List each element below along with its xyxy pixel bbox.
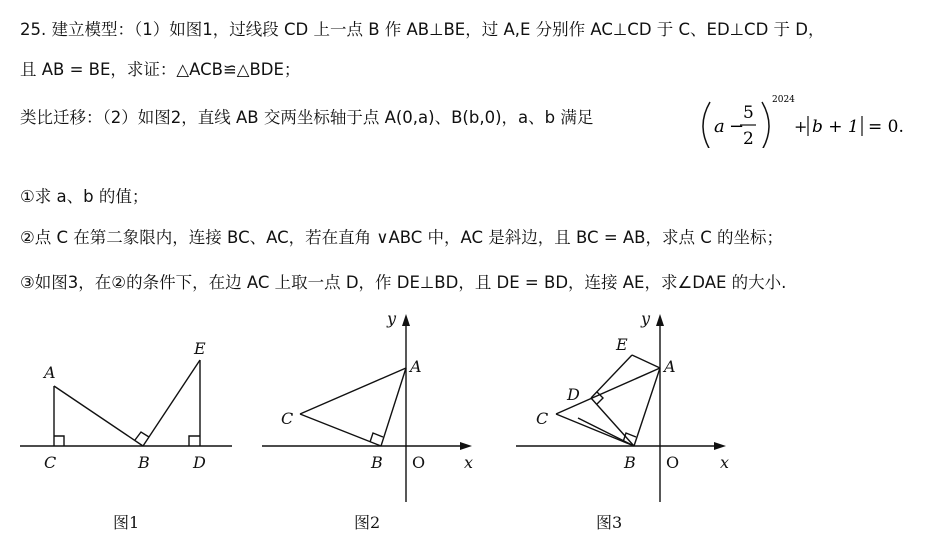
fig3-caption: 图3: [596, 513, 623, 532]
fig1-label-b: B: [138, 453, 150, 472]
fig2-y-arrow: [402, 314, 410, 326]
fig1-right-angle-d: [189, 436, 200, 446]
fig3-y-arrow: [656, 314, 664, 326]
fig2-label-c: C: [281, 409, 294, 428]
fig2-caption: 图2: [354, 513, 381, 532]
eq-a: a: [714, 116, 725, 137]
fig2-label-b: B: [371, 453, 383, 472]
fig2-label-a: A: [410, 357, 422, 376]
fig2-segment-ca: [300, 368, 406, 414]
problem-line-3: 类比迁移：（2）如图2，直线 AB 交两坐标轴于点 A(0,a)、B(b,0)，a、b 满足: [20, 108, 594, 127]
problem-line-2: 且 AB = BE，求证：△ACB≌△BDE；: [20, 60, 301, 79]
problem-line-6: ③如图3，在②的条件下，在边 AC 上取一点 D，作 DE⊥BD，且 DE = BD，连接 AE，求∠DAE 的大小.: [20, 273, 787, 292]
fig3-label-a: A: [664, 357, 676, 376]
eq-denominator: 2: [743, 129, 754, 148]
fig3-segment-cb: [556, 414, 634, 446]
eq-abs-content: b + 1: [812, 117, 859, 137]
fig1-label-a: A: [44, 363, 56, 382]
fig1-label-d: D: [193, 453, 206, 472]
eq-exponent: 2024: [772, 95, 795, 105]
fig3-x-arrow: [714, 442, 726, 450]
fig1-segment-be: [143, 360, 200, 446]
fig3-segment-bd: [591, 398, 634, 446]
fig1-right-angle-b: [135, 432, 149, 440]
fig3-label-y: y: [641, 309, 651, 328]
fig2-x-arrow: [460, 442, 472, 450]
fig3-label-c: C: [536, 409, 549, 428]
fig2-segment-cb: [300, 414, 381, 446]
eq-rhs: = 0.: [868, 117, 904, 137]
left-paren: [703, 102, 710, 148]
fig3-segment-ea: [632, 355, 660, 368]
fig3-label-b: B: [624, 453, 636, 472]
fig2-label-y: y: [387, 309, 397, 328]
fig3-segment-ab: [634, 368, 660, 446]
fig3-label-o: O: [666, 453, 680, 472]
eq-minus: −: [729, 116, 745, 137]
fig1-label-e: E: [194, 339, 206, 358]
eq-plus: +: [794, 117, 808, 136]
fig1-right-angle-c: [54, 436, 64, 446]
fig3-segment-de: [591, 355, 632, 398]
fig2-segment-ab: [381, 368, 406, 446]
problem-line-5: ②点 C 在第二象限内，连接 BC、AC，若在直角 ∨ABC 中，AC 是斜边，且 BC = AB，求点 C 的坐标；: [20, 228, 784, 247]
right-paren: [762, 102, 769, 148]
equation: [20, 88, 946, 148]
fig2-label-o: O: [412, 453, 426, 472]
figures: [0, 300, 946, 555]
fig3-label-x: x: [720, 453, 730, 472]
problem-line-4: ①求 a、b 的值；: [20, 187, 149, 206]
eq-numerator: 5: [743, 103, 754, 123]
fig2-right-angle-b: [370, 433, 383, 442]
fig3-label-e: E: [616, 335, 628, 354]
fig2-label-x: x: [464, 453, 474, 472]
fig1-label-c: C: [44, 453, 57, 472]
fig1-caption: 图1: [113, 513, 140, 532]
problem-line-1: 25. 建立模型：（1）如图1，过线段 CD 上一点 B 作 AB⊥BE，过 A,E 分别作 AC⊥CD 于 C、ED⊥CD 于 D，: [20, 20, 825, 39]
fig1-segment-ab: [54, 386, 143, 446]
fig3-label-d: D: [567, 385, 580, 404]
fig3-segment-cb-inner: [578, 418, 634, 446]
